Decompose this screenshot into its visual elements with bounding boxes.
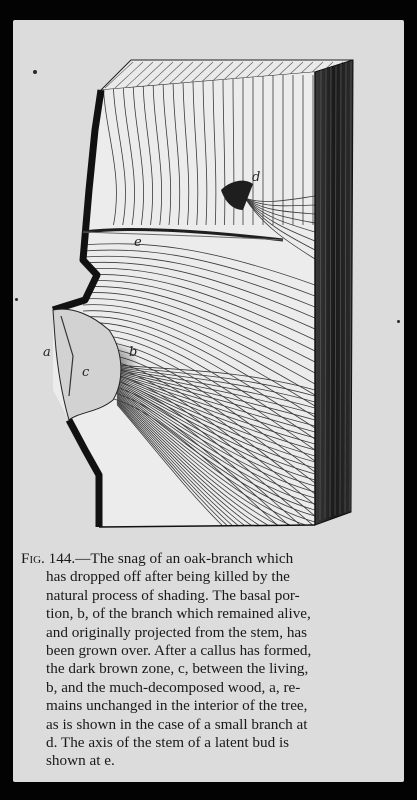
caption-line: shown at e. [46,752,115,770]
caption-line: as is shown in the case of a small branch at [46,715,308,733]
figure-caption [21,550,389,771]
label-a: a [43,345,51,360]
caption-line: and originally projected from the stem, has [46,623,308,641]
label-b: b [129,345,138,360]
label-e: e [134,235,142,250]
wood-block-illustration [13,20,404,550]
label-d: d [252,170,261,185]
label-c: c [82,365,90,380]
page-plate [13,20,404,782]
figure-number: Fig. 144. [21,550,76,567]
caption-line: has dropped off after being killed by the [46,568,290,586]
caption-line: Fig. 144.—The snag of an oak-branch which [21,550,294,567]
caption-line: been grown over. After a callus has formed, [46,642,312,660]
caption-line: tion, b, of the branch which remained alive, [46,605,311,623]
caption-line: mains unchanged in the interior of the tree, [46,697,308,715]
caption-line: the dark brown zone, c, between the living, [46,660,309,678]
caption-line: natural process of shading. The basal por- [46,586,300,604]
caption-line: b, and the much-decomposed wood, a, re- [46,678,301,696]
wood-block-engraving [13,20,404,550]
caption-line: d. The axis of the stem of a latent bud is [46,734,290,752]
